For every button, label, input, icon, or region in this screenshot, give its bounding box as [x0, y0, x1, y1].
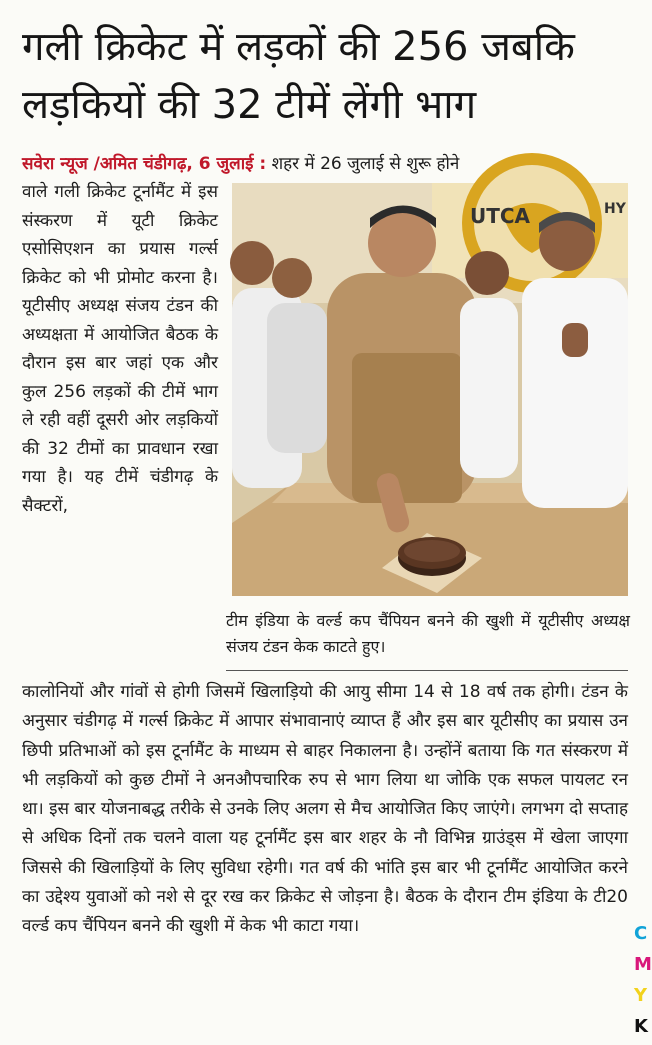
news-photo — [232, 183, 628, 596]
caption-divider — [226, 670, 628, 671]
print-mark-m: M — [634, 954, 652, 975]
dateline: सवेरा न्यूज /अमित चंडीगढ़, 6 जुलाई : — [22, 154, 267, 174]
print-registration-marks — [634, 918, 650, 1042]
article-column-text: वाले गली क्रिकेट टूर्नामैंट में इस संस्करण में यूटी क्रिकेट एसोसिएशन का प्रयास गर्ल्स क्रिकेट को भी प्रोमोट करना है। यूटीसीए अध्यक्ष संजय टंडन की अध्यक्षता में आयोजित बैठक के दौरान इस बार जहां एक और कुल 256 लड़कों की टीमें भाग ले रही वहीं दूसरी ओर लड़कियों की 32 टीमों का प्रावधान रखा गया है। यह टीमें चंडीगढ़ के सैक्टरों, — [22, 182, 218, 516]
lead-text: शहर में 26 जुलाई से शुरू होने — [266, 154, 460, 174]
photo-caption: टीम इंडिया के वर्ल्ड कप चैंपियन बनने की खुशी में यूटीसीए अध्यक्ष संजय टंडन केक काटते हुए। — [226, 611, 630, 656]
article-body-text: कालोनियों और गांवों से होगी जिसमें खिलाड़ियो की आयु सीमा 14 से 18 वर्ष तक होगी। टंडन के अनुसार चंडीगढ़ में गर्ल्स क्रिकेट में आपार संभावानाएं व्याप्त हैं और इस बार यूटीसीए का प्रयास उन छिपी प्रतिभाओं को इस टूर्नामैंट के माध्यम से बाहर निकालना है। उन्होंनें बताया कि गत संस्करण में भी लड़कियों को कुछ टीमों ने अनऔपचारिक रुप से भाग लिया था जोकि एक सफल पायलट रन था। इस बार योजनाबद्ध तरीके से उनके लिए अलग से मैच आयोजित किए जाएंगे। लगभग दो सप्ताह से अधिक दिनों तक चलने वाला यह टूर्नामैंट इस बार शहर के नौ विभिन्न ग्राउंड्स में खेला जाएगा जिससे की खिलाड़ियों के लिए सुविधा रहेगी। गत वर्ष की भांति इस बार भी टूर्नामैंट आयोजित करने का उद्देश्य युवाओं को नशे से दूर रख कर क्रिकेट से जोड़ना है। बैठक के दौरान टीम इंडिया के टी20 वर्ल्ड कप चैंपियन बनने की खुशी में केक भी काटा गया। — [22, 682, 628, 937]
headline: गली क्रिकेट में लड़कों की 256 जबकि लड़कियों की 32 टीमें लेंगी भाग — [22, 24, 575, 128]
banner-text-right: HY — [604, 201, 626, 217]
print-mark-y: Y — [634, 985, 648, 1006]
print-mark-k: K — [634, 1016, 648, 1037]
banner-text: UTCA — [470, 204, 531, 228]
print-mark-c: C — [634, 923, 648, 944]
